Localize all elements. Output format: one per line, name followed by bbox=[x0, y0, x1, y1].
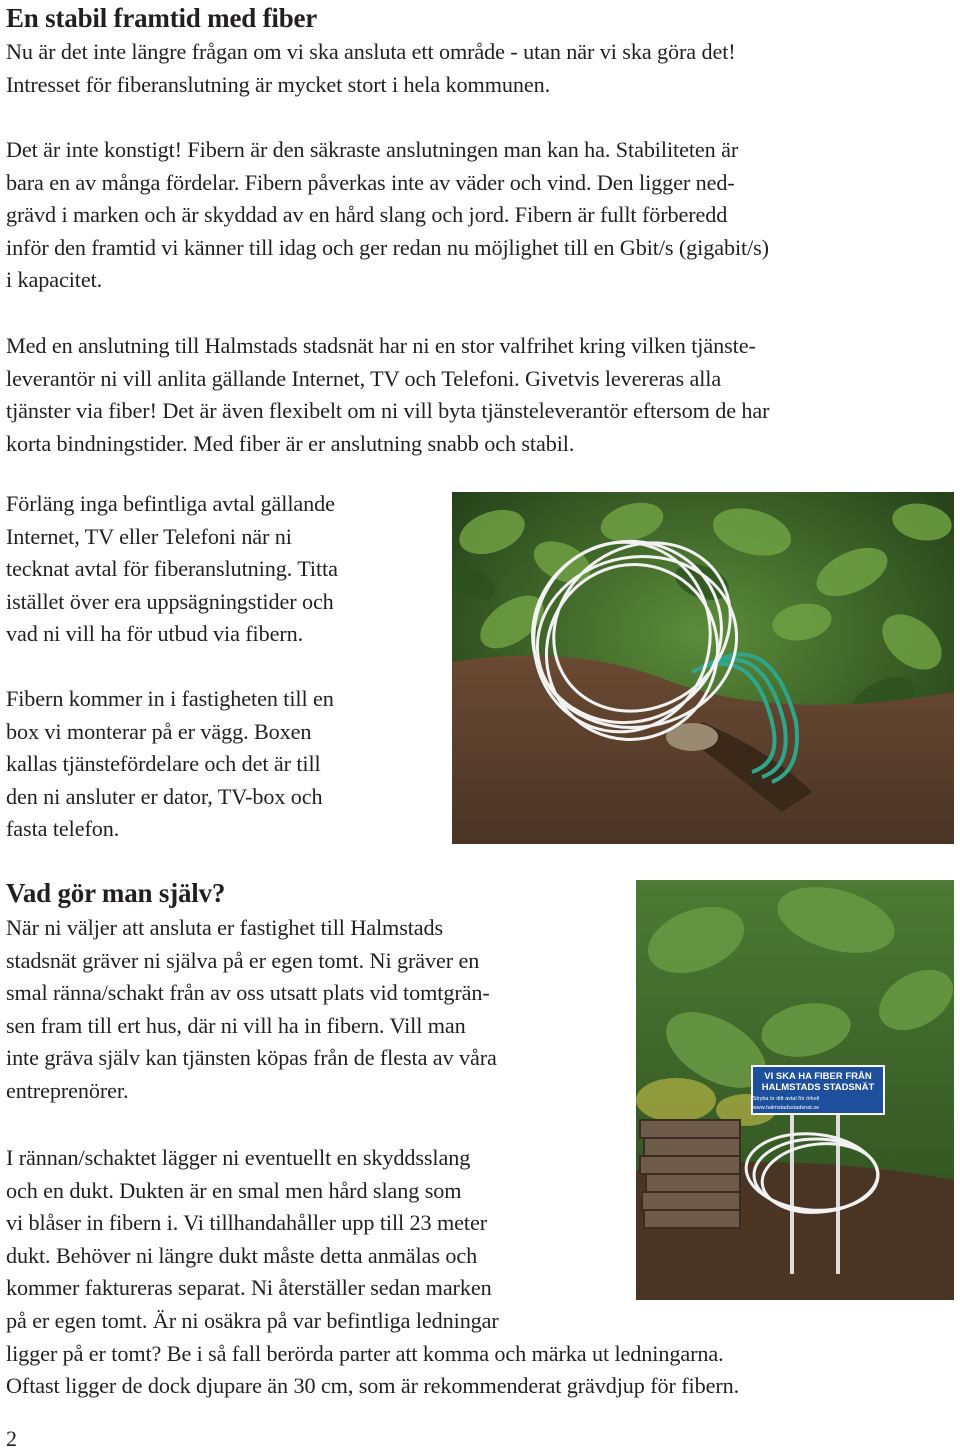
paragraph-line: När ni väljer att ansluta er fastighet till Halmstads bbox=[6, 915, 444, 940]
paragraph-line: kallas tjänstefördelare och det är till bbox=[6, 751, 321, 777]
paragraph-line: I rännan/schaktet lägger ni eventuellt en skyddsslang bbox=[6, 1145, 471, 1170]
paragraph-line: Internet, TV eller Telefoni när ni bbox=[6, 523, 292, 549]
paragraph-line: stadsnät gräver ni själva på er egen tomt. Ni gräver en bbox=[6, 947, 480, 973]
paragraph-line: vad ni vill ha för utbud via fibern. bbox=[6, 621, 304, 647]
paragraph-line: och en dukt. Dukten är en smal men hård slang som bbox=[6, 1177, 462, 1203]
paragraph-line: sen fram till ert hus, där ni vill ha in fibern. Vill man bbox=[6, 1012, 466, 1038]
box-paragraph bbox=[6, 683, 334, 846]
photo-fiber-coil bbox=[452, 492, 954, 844]
paragraph-line: bara en av många fördelar. Fibern påverkas inte av väder och vind. Den ligger ned- bbox=[6, 169, 735, 195]
paragraph-line: kommer faktureras separat. Ni återställer sedan marken bbox=[6, 1275, 492, 1301]
page-number: 2 bbox=[6, 1426, 17, 1451]
paragraph-line: korta bindningstider. Med fiber är er anslutning snabb och stabil. bbox=[6, 430, 575, 456]
paragraph-line: tecknat avtal för fiberanslutning. Titta bbox=[6, 556, 338, 582]
paragraph-line: smal ränna/schakt från av oss utsatt plats vid tomtgrän- bbox=[6, 980, 490, 1006]
paragraph-line: dukt. Behöver ni längre dukt måste detta anmälas och bbox=[6, 1242, 478, 1268]
sign-line: www.halmstadsstadsnat.se bbox=[752, 1105, 820, 1111]
paragraph-line: inför den framtid vi känner till idag och ger redan nu möjlighet till en Gbit/s (gigabit/s) bbox=[6, 234, 769, 260]
fiber-sign-illustration bbox=[636, 880, 954, 1300]
page-title: En stabil framtid med fiber bbox=[6, 3, 318, 33]
paragraph-line: Oftast ligger de dock djupare än 30 cm, som är rekommenderat grävdjup för fibern. bbox=[6, 1373, 740, 1399]
duct-paragraph bbox=[6, 1142, 739, 1403]
paragraph-line: den ni ansluter er dator, TV-box och bbox=[6, 783, 323, 809]
paragraph-line: leverantör ni vill anlita gällande Internet, TV och Telefoni. Givetvis levereras alla bbox=[6, 365, 722, 391]
section-heading: Vad gör man själv? bbox=[6, 878, 226, 908]
paragraph-line: Förläng inga befintliga avtal gällande bbox=[6, 491, 335, 516]
paragraph-line: istället över era uppsägningstider och bbox=[6, 588, 334, 614]
paragraph-line: vi blåser in fibern i. Vi tillhandahåller upp till 23 meter bbox=[6, 1210, 487, 1236]
paragraph-line: ligger på er tomt? Be i så fall berörda parter att komma och märka ut ledningarna. bbox=[6, 1340, 724, 1366]
photo-fiber-sign bbox=[636, 880, 954, 1300]
sign-line: VI SKA HA FIBER FRÅN bbox=[764, 1071, 872, 1082]
paragraph-line: Det är inte konstigt! Fibern är den säkraste anslutningen man kan ha. Stabiliteten är bbox=[6, 137, 739, 162]
paragraph-line: grävd i marken och är skyddad av en hård slang och jord. Fibern är fullt förberedd bbox=[6, 202, 728, 228]
provider-paragraph bbox=[6, 330, 769, 460]
paragraph-line: tjänster via fiber! Det är även flexibelt om ni vill byta tjänsteleverantör eftersom de har bbox=[6, 398, 770, 424]
paragraph-line: inte gräva själv kan tjänsten köpas från de flesta av våra bbox=[6, 1045, 497, 1071]
paragraph-line: Med en anslutning till Halmstads stadsnät har ni en stor valfrihet kring vilken tjänste- bbox=[6, 333, 756, 358]
intro-line: Intresset för fiberanslutning är mycket stort i hela kommunen. bbox=[6, 71, 551, 97]
digging-paragraph bbox=[6, 912, 497, 1108]
stability-paragraph bbox=[6, 134, 769, 297]
paragraph-line: i kapacitet. bbox=[6, 267, 103, 293]
paragraph-line: fasta telefon. bbox=[6, 816, 120, 842]
paragraph-line: box vi monterar på er vägg. Boxen bbox=[6, 718, 312, 744]
fiber-coil-illustration bbox=[452, 492, 954, 844]
paragraph-line: på er egen tomt. Är ni osäkra på var befintliga ledningar bbox=[6, 1307, 499, 1333]
paragraph-line: entreprenörer. bbox=[6, 1077, 129, 1103]
contract-paragraph bbox=[6, 488, 338, 651]
intro-line: Nu är det inte längre frågan om vi ska ansluta ett område - utan när vi ska göra det! bbox=[6, 39, 736, 64]
intro-paragraph bbox=[6, 36, 736, 101]
sign-line: HALMSTADS STADSNÄT bbox=[761, 1082, 875, 1093]
sign-line: Stryka ör ditt avtal för örkeil bbox=[752, 1096, 820, 1102]
paragraph-line: Fibern kommer in i fastigheten till en bbox=[6, 686, 334, 711]
